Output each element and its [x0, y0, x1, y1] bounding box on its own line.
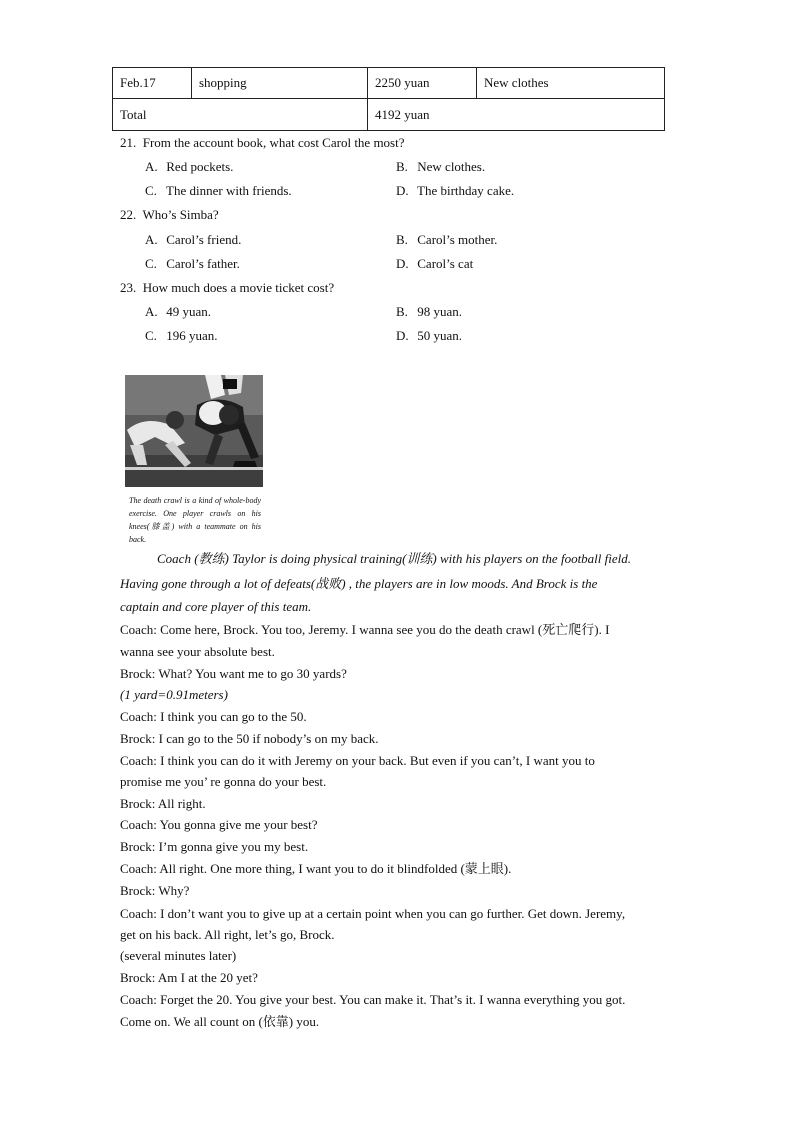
option-letter: D.: [396, 256, 409, 271]
question-number: 21.: [120, 135, 137, 150]
question-21: [120, 135, 405, 151]
question-text: How much does a movie ticket cost?: [142, 280, 335, 295]
option-text: Carol’s cat: [417, 256, 474, 271]
option-b[interactable]: [396, 159, 485, 175]
dialogue-line: Coach: Come here, Brock. You too, Jeremy. I wanna see you do the death crawl (死亡爬行). I: [120, 622, 610, 637]
option-text: Red pockets.: [166, 159, 234, 174]
option-text: Carol’s father.: [166, 256, 240, 271]
date-cell: Feb.17: [113, 68, 192, 99]
option-letter: C.: [145, 256, 157, 271]
option-text: 50 yuan.: [417, 328, 463, 343]
dialogue-line: Brock: Am I at the 20 yet?: [120, 970, 258, 985]
option-letter: D.: [396, 328, 409, 343]
intro-line: Having gone through a lot of defeats(战败) , the players are in low moods. And Brock is the: [120, 576, 598, 591]
option-letter: B.: [396, 232, 408, 247]
dialogue-line: Brock: I can go to the 50 if nobody’s on my back.: [120, 731, 379, 746]
death-crawl-photo: [125, 375, 263, 487]
dialogue-line: Brock: What? You want me to go 30 yards?: [120, 666, 347, 681]
option-text: New clothes.: [417, 159, 486, 174]
option-b[interactable]: [396, 232, 497, 248]
option-d[interactable]: [396, 328, 462, 344]
item-cell: shopping: [192, 68, 368, 99]
dialogue-line: (several minutes later): [120, 948, 237, 963]
account-book-table: [112, 67, 665, 131]
option-letter: D.: [396, 183, 409, 198]
option-d[interactable]: [396, 256, 473, 272]
dialogue-line: Coach: All right. One more thing, I want you to do it blindfolded (蒙上眼).: [120, 861, 512, 876]
dialogue-line: wanna see your absolute best.: [120, 644, 275, 659]
option-text: The dinner with friends.: [166, 183, 292, 198]
question-text: Who’s Simba?: [142, 207, 219, 222]
option-d[interactable]: [396, 183, 514, 199]
option-letter: B.: [396, 159, 408, 174]
option-text: The birthday cake.: [417, 183, 515, 198]
dialogue-line: Brock: I’m gonna give you my best.: [120, 839, 309, 854]
option-text: 196 yuan.: [166, 328, 218, 343]
total-label-cell: Total: [113, 99, 368, 131]
question-22: [120, 207, 219, 223]
question-number: 23.: [120, 280, 137, 295]
dialogue-line: Coach: I think you can go to the 50.: [120, 709, 307, 724]
intro-line: captain and core player of this team.: [120, 599, 312, 614]
table-row: [113, 68, 665, 99]
question-number: 22.: [120, 207, 137, 222]
total-cost-cell: 4192 yuan: [368, 99, 665, 131]
option-letter: A.: [145, 159, 158, 174]
option-text: 98 yuan.: [417, 304, 463, 319]
intro-line: Coach (教练) Taylor is doing physical training(训练) with his players on the football field.: [157, 551, 632, 566]
option-a[interactable]: [145, 232, 241, 248]
dialogue-line: Come on. We all count on (依靠) you.: [120, 1014, 320, 1029]
option-b[interactable]: [396, 304, 462, 320]
photo-caption: The death crawl is a kind of whole-body exercise. One player crawls on his knees(膝盖) with a teammate on his back.: [129, 496, 261, 544]
option-text: 49 yuan.: [166, 304, 212, 319]
dialogue-line: Coach: I don’t want you to give up at a certain point when you can go further. Get down. Jeremy,: [120, 906, 626, 921]
option-letter: B.: [396, 304, 408, 319]
question-text: From the account book, what cost Carol the most?: [142, 135, 405, 150]
option-c[interactable]: [145, 256, 240, 272]
option-letter: A.: [145, 232, 158, 247]
dialogue-line: (1 yard=0.91meters): [120, 687, 228, 702]
option-c[interactable]: [145, 183, 292, 199]
option-letter: A.: [145, 304, 158, 319]
note-cell: New clothes: [477, 68, 665, 99]
dialogue-line: Coach: You gonna give me your best?: [120, 817, 318, 832]
option-a[interactable]: [145, 304, 211, 320]
dialogue-line: promise me you’ re gonna do your best.: [120, 774, 327, 789]
dialogue-line: get on his back. All right, let’s go, Brock.: [120, 927, 335, 942]
table-row-total: [113, 99, 665, 131]
question-23: [120, 280, 334, 296]
option-a[interactable]: [145, 159, 233, 175]
option-letter: C.: [145, 328, 157, 343]
option-text: Carol’s mother.: [417, 232, 498, 247]
dialogue-line: Brock: All right.: [120, 796, 206, 811]
cost-cell: 2250 yuan: [368, 68, 477, 99]
dialogue-line: Coach: I think you can do it with Jeremy on your back. But even if you can’t, I want you to: [120, 753, 595, 768]
dialogue-line: Brock: Why?: [120, 883, 190, 898]
option-c[interactable]: [145, 328, 218, 344]
option-text: Carol’s friend.: [166, 232, 242, 247]
dialogue-line: Coach: Forget the 20. You give your best. You can make it. That’s it. I wanna everything you got.: [120, 992, 626, 1007]
option-letter: C.: [145, 183, 157, 198]
